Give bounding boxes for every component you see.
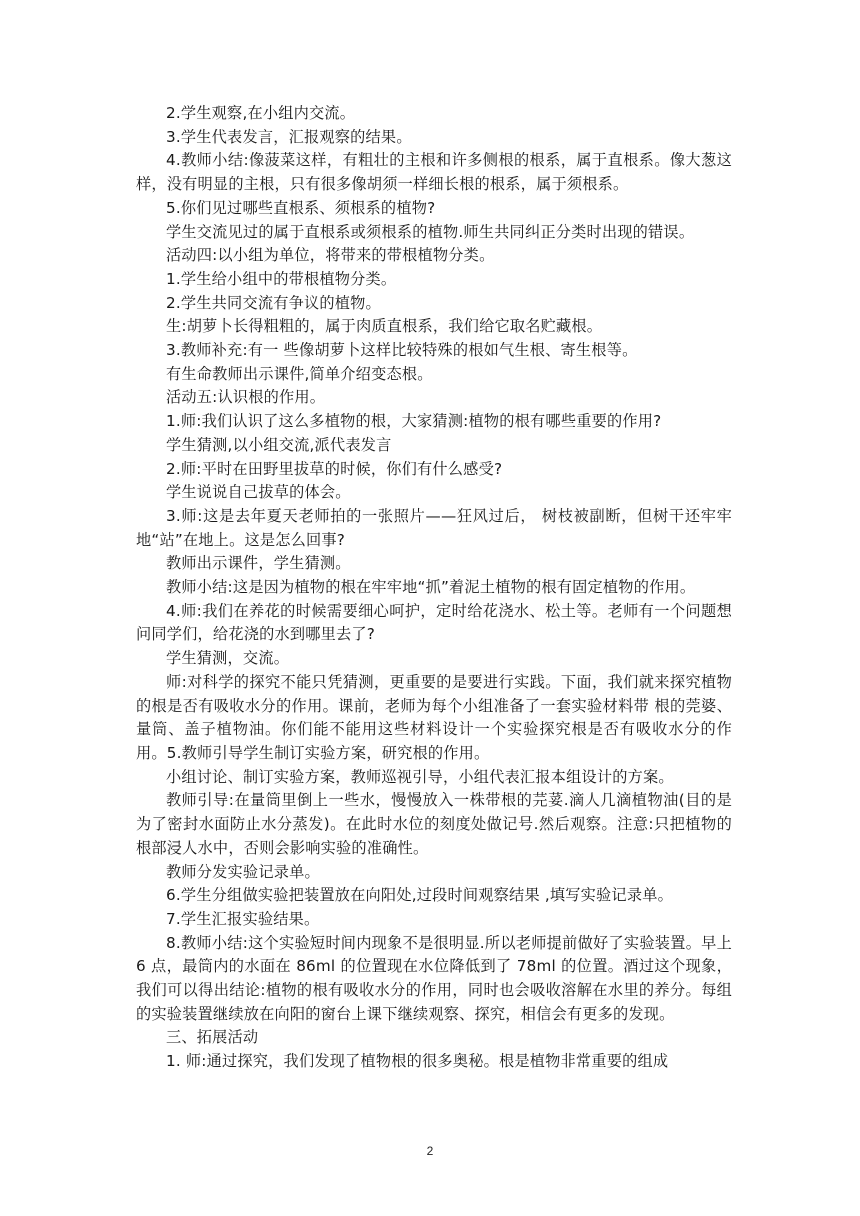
- page-number: 2: [426, 1144, 434, 1158]
- paragraph: 小组讨论、制订实验方案，教师巡视引导，小组代表汇报本组设计的方案。: [166, 767, 674, 786]
- paragraph: 4.教师小结:像菠菜这样，有粗壮的主根和许多侧根的根系，属于直根系。像大葱这样，没有明显的主根，只有很多像胡须一样细长根的根系，属于须根系。: [136, 151, 732, 194]
- paragraph: 教师出示课件，学生猜测。: [166, 554, 351, 573]
- paragraph: 学生猜测，交流。: [166, 649, 290, 668]
- paragraph: 有生命教师出示课件,简单介绍变态根。: [166, 364, 433, 383]
- paragraph: 3.教师补充:有一 些像胡萝卜这样比较特殊的根如气生根、寄生根等。: [166, 341, 638, 360]
- paragraph: 教师引导:在量筒里倒上一些水，慢慢放入一株带根的芫荽.滴人几滴植物油(目的是为了密封水面防止水分蒸发)。在此时水位的刻度处做记号.然后观察。注意:只把植物的根部浸人水中，否则会影响实验的准确性。: [136, 791, 732, 857]
- paragraph: 2.学生共同交流有争议的植物。: [166, 293, 381, 312]
- paragraph: 生:胡萝卜长得粗粗的，属于肉质直根系，我们给它取名贮藏根。: [166, 317, 603, 336]
- paragraph: 1. 师:通过探究，我们发现了植物根的很多奥秘。根是植物非常重要的组成: [166, 1052, 669, 1071]
- paragraph: 师:对科学的探究不能只凭猜测，更重要的是要进行实践。下面，我们就来探究植物的根是否有吸收水分的作用。课前，老师为每个小组准备了一套实验材料带 根的莞婆、量筒、盖子植物油。你们能不能用这些材料设计一个实验探究根是否有吸收水分的作用。5.教师引导学生制订实验方案，研究根的作用。: [136, 672, 732, 762]
- paragraph: 2.学生观察,在小组内交流。: [166, 104, 356, 122]
- paragraph: 1.学生给小组中的带根植物分类。: [166, 269, 397, 288]
- section-heading: 三、拓展活动: [166, 1028, 259, 1047]
- paragraph: 3.师:这是去年夏天老师拍的一张照片——狂风过后， 树枝被副断，但树干还牢牢地“站”在地上。这是怎么回事?: [136, 506, 732, 549]
- paragraph: 学生说说自己拔草的体会。: [166, 483, 351, 502]
- paragraph: 教师分发实验记录单。: [166, 862, 320, 881]
- paragraph: 5.你们见过哪些直根系、须根系的植物?: [166, 198, 436, 217]
- paragraph: 4.师:我们在养花的时候需要细心呵护，定时给花浇水、松土等。老师有一个问题想问同学们，给花浇的水到哪里去了?: [136, 601, 732, 644]
- paragraph: 8.教师小结:这个实验短时间内现象不是很明显.所以老师提前做好了实验装置。早上 6 点，最筒内的水面在 86ml 的位置现在水位降低到了 78ml 的位置。酒过这个现象，我们可以得出结论:植物的根有吸收水分的作用，同时也会吸收溶解在水里的养分。每组的实验装置继续放在向阳的窗台上课下继续观察、探究，相信会有更多的发现。: [136, 933, 732, 1023]
- paragraph: 2.师:平时在田野里拔草的时候，你们有什么感受?: [166, 459, 503, 478]
- document-body: [136, 102, 732, 1074]
- paragraph: 教师小结:这是因为植物的根在牢牢地“抓”着泥土植物的根有固定植物的作用。: [166, 578, 696, 597]
- paragraph: 6.学生分组做实验把装置放在向阳处,过段时间观察结果 ,填写实验记录单。: [166, 886, 673, 905]
- paragraph: 学生猜测,以小组交流,派代表发言: [166, 435, 392, 454]
- paragraph: 1.师:我们认识了这么多植物的根，大家猜测:植物的根有哪些重要的作用?: [166, 412, 662, 431]
- paragraph: 活动五:认识根的作用。: [166, 388, 326, 407]
- paragraph: 学生交流见过的属于直根系或须根系的植物.师生共同纠正分类时出现的错误。: [166, 222, 695, 241]
- paragraph: 活动四:以小组为单位，将带来的带根植物分类。: [166, 246, 495, 265]
- paragraph: 7.学生汇报实验结果。: [166, 909, 320, 928]
- paragraph: 3.学生代表发言，汇报观察的结果。: [166, 127, 412, 146]
